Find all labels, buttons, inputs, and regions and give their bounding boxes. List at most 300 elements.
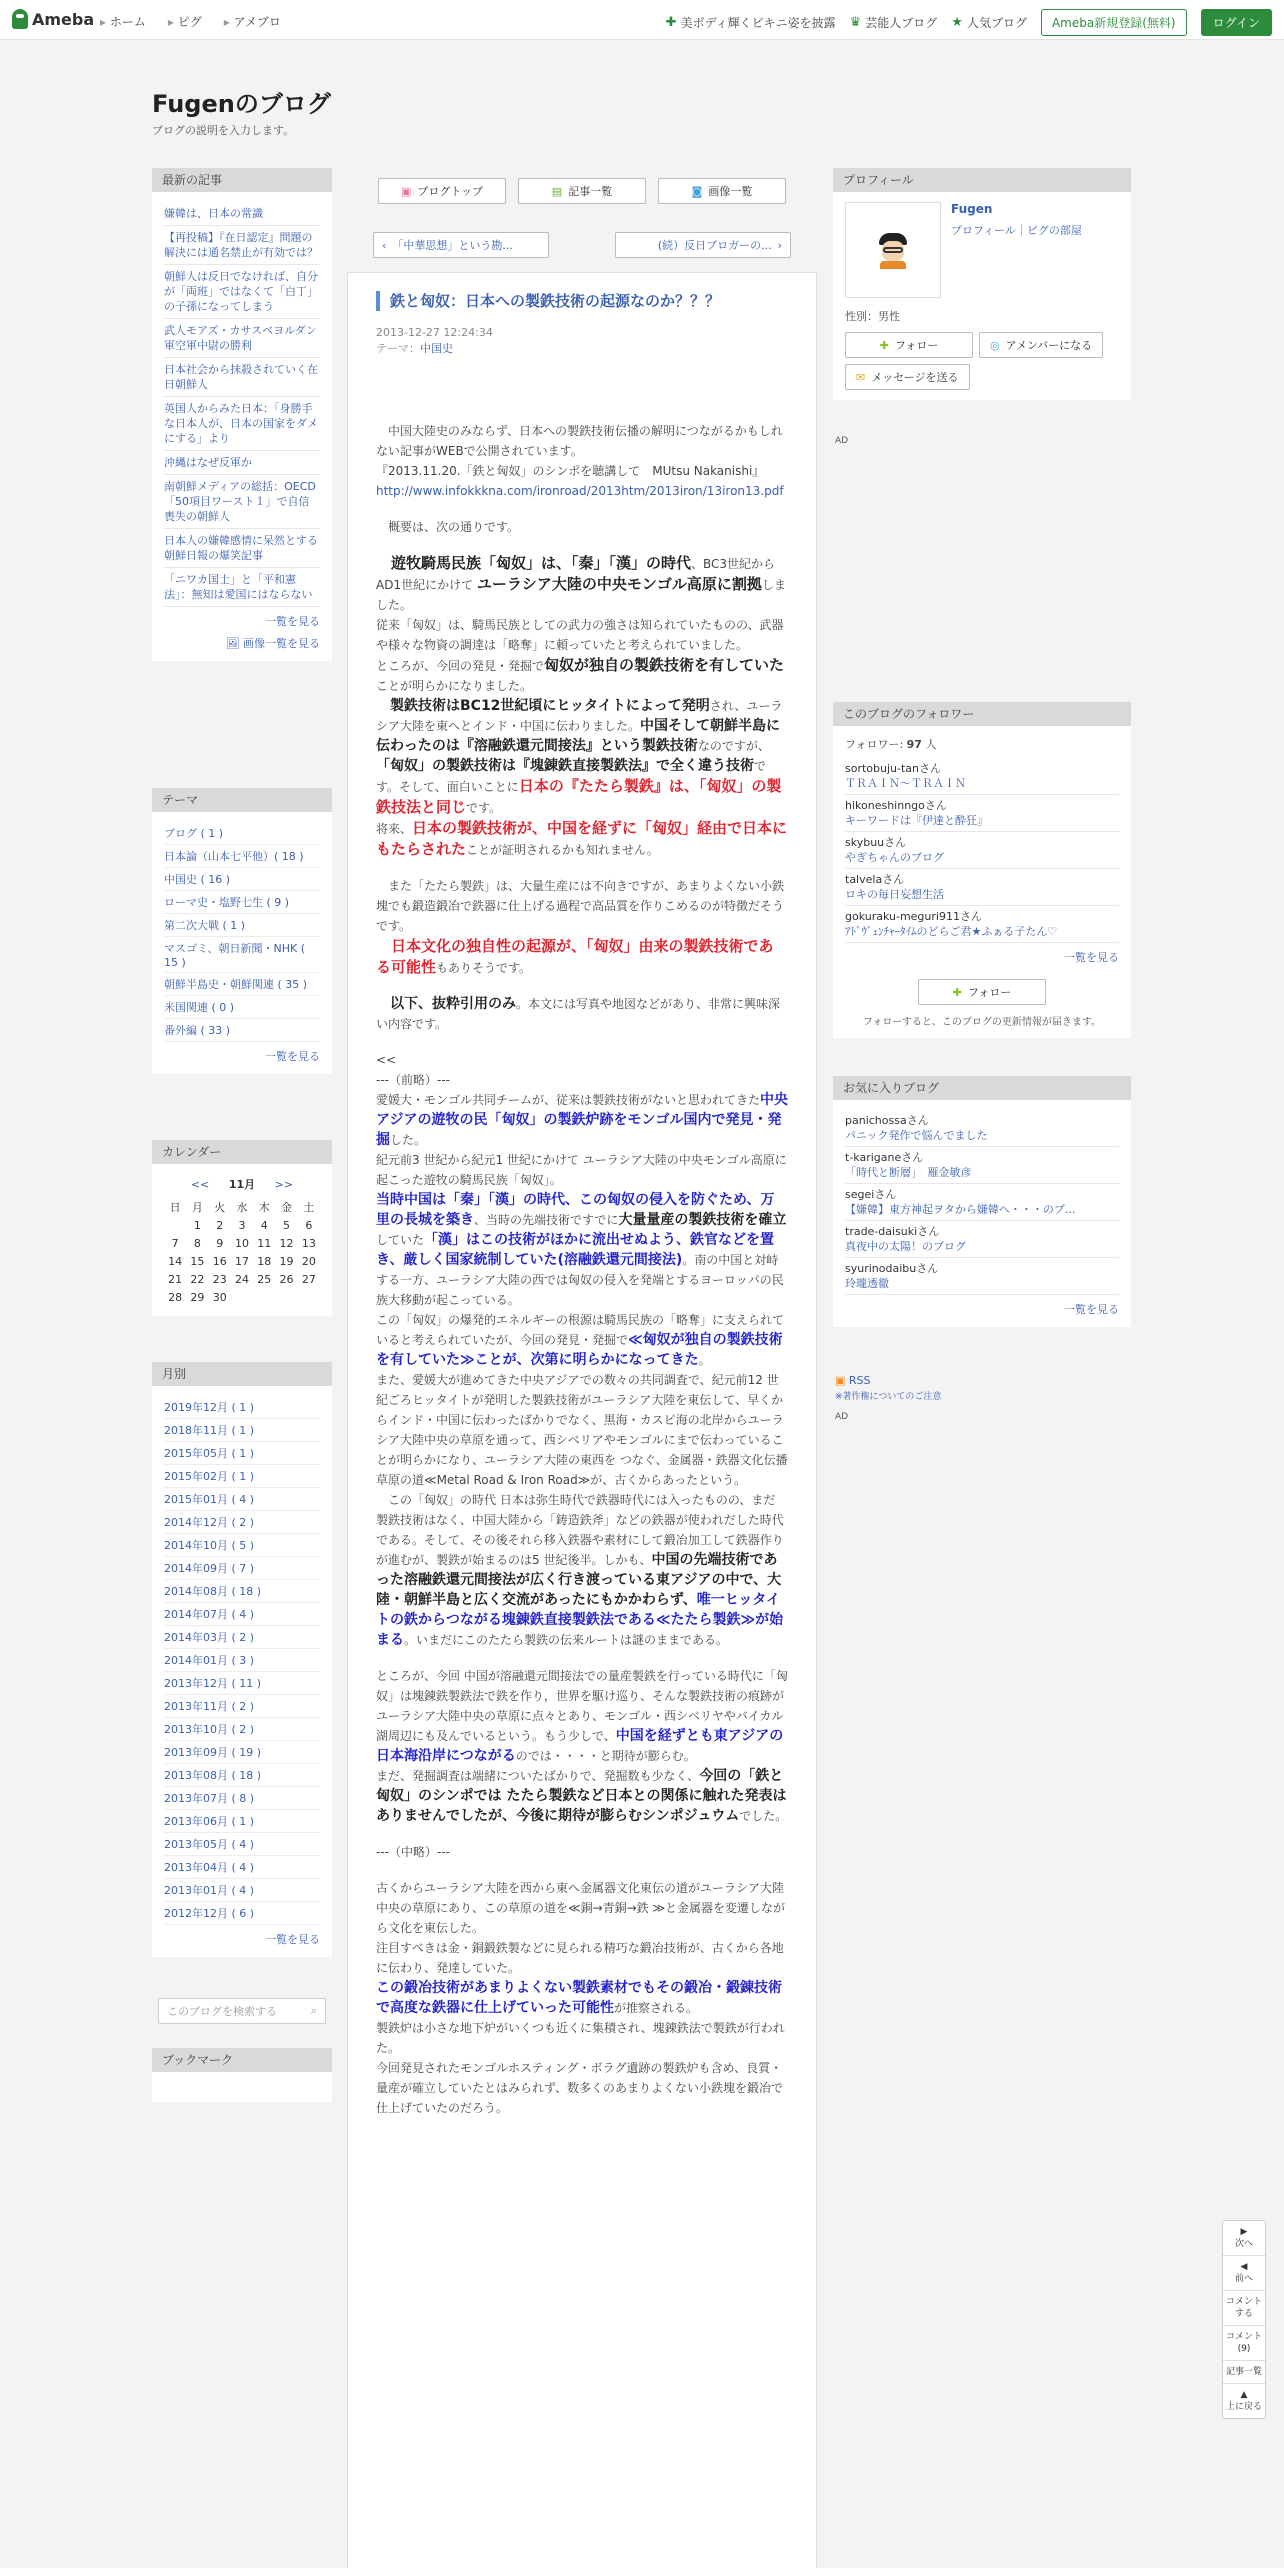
article-emphasis: ユーラシア大陸の中央モンゴル高原に割拠 xyxy=(476,575,762,593)
favorite-item-blog-link[interactable]: 「時代と断層」 雁金敏彦 xyxy=(845,1166,972,1179)
promo-popular[interactable]: ★ 人気ブログ xyxy=(951,15,1027,30)
follower-item-blog-link[interactable]: ｱﾄﾞｳﾞｪﾝﾁｬｰﾀｲﾑのどらご君★ふぁる子たん♡ xyxy=(845,925,1058,938)
article-text: もありそうです。 xyxy=(436,961,532,975)
article-text: 『2013.11.20.「鉄と匈奴」のシンポを聴講して MUtsu Nakanishi』 xyxy=(376,464,765,478)
recent-posts-box xyxy=(152,168,332,661)
calendar-day: 23 xyxy=(212,1272,227,1286)
article-emphasis: 日本の製鉄技術が、中国を経ずに「匈奴」経由で日本にもたらされた xyxy=(376,819,788,858)
article xyxy=(347,272,817,2568)
favorite-item-name[interactable]: trade-daisuki xyxy=(845,1225,918,1238)
follower-item-suffix: さん xyxy=(959,910,982,923)
top-right xyxy=(666,9,1272,36)
ad-label: AD xyxy=(835,1412,849,1422)
recent-post[interactable]: 武人モアズ・カサスベヨルダン軍空軍中尉の勝利 xyxy=(164,319,320,358)
recent-post[interactable]: 嫌韓は、日本の常識 xyxy=(164,202,320,226)
calendar-weekday: 火 xyxy=(214,1201,226,1214)
nav-ameblo[interactable]: ▸ アメブロ xyxy=(224,13,281,30)
profile-links[interactable]: プロフィール｜ピグの部屋 xyxy=(951,224,1082,237)
article-text: この「匈奴」の爆発的エネルギーの根源は騎馬民族の「略奪」に支えられていると考えられていたが、今回の発見・発掘で xyxy=(376,1313,785,1347)
follower-item-blog-link[interactable]: キーワードは『伊達と酔狂』 xyxy=(845,814,988,827)
float-prev-button[interactable]: ◀ 前へ xyxy=(1223,2256,1265,2291)
recent-posts-list xyxy=(164,202,320,607)
article-theme-link[interactable]: 中国史 xyxy=(420,342,453,355)
theme-item[interactable]: 番外編 ( 33 ) xyxy=(164,1019,320,1042)
article-paragraph xyxy=(376,517,788,537)
monthly-item[interactable]: 2013年09月 ( 19 ) xyxy=(164,1741,320,1764)
article-emphasis: 中国そして朝鮮半島に伝わったのは『溶融鉄還元間接法』という製鉄技術 xyxy=(376,718,781,754)
float-comment-button[interactable]: コメントする xyxy=(1223,2291,1265,2326)
article-text: です。 xyxy=(466,801,502,815)
theme-list xyxy=(164,822,320,1042)
calendar-day: 20 xyxy=(301,1254,316,1268)
calendar-day: 22 xyxy=(190,1272,205,1286)
next-entry-button[interactable]: (続）反日ブロガーの... › xyxy=(615,232,791,258)
article-text: まだ、発掘調査は端緒についたばかりで、発掘数も少なく、 xyxy=(376,1769,700,1783)
follower-item-name[interactable]: gokuraku-meguri911 xyxy=(845,910,960,923)
article-text: また「たたら製鉄」は、大量生産には不向きですが、あまりよくない小鉄塊でも鍛造鍛冶で鉄器に仕上げる過程で高品質を作りこめるのが特徴だそうです。 xyxy=(376,879,785,933)
follow-note: フォローすると、このブログの更新情報が届きます。 xyxy=(862,1017,1102,1028)
back-icon: ◀ xyxy=(1240,2262,1248,2272)
calendar-day: 3 xyxy=(238,1218,246,1232)
people-icon: ◎ xyxy=(990,338,1000,352)
article-text: ところが、今回の発見・発掘で xyxy=(376,659,545,673)
blog-search-input[interactable]: このブログを検索する ⌕ xyxy=(158,1998,326,2024)
profile-box xyxy=(833,168,1131,400)
article-emphasis: 日本の『たたら製鉄』は、「匈奴」の製鉄技法と同じ xyxy=(376,777,782,816)
profile-name[interactable]: Fugen xyxy=(951,202,993,216)
calendar-day xyxy=(298,1288,320,1306)
calendar-day: 8 xyxy=(193,1236,201,1250)
favorites-box xyxy=(833,1076,1131,1327)
monthly-item[interactable]: 2013年06月 ( 1 ) xyxy=(164,1810,320,1833)
monthly-item[interactable]: 2014年12月 ( 2 ) xyxy=(164,1511,320,1534)
article-emphasis: 「匈奴」の製鉄技術は『塊錬鉄直接製鉄法』で全く違う技術 xyxy=(376,758,754,774)
paragraph-gap xyxy=(376,1826,788,1842)
theme-item[interactable]: 米国関連 ( 0 ) xyxy=(164,996,320,1019)
calendar-table xyxy=(164,1198,320,1306)
calendar-day: 25 xyxy=(257,1272,272,1286)
calendar-day: 1 xyxy=(193,1218,201,1232)
article-paragraph xyxy=(376,1050,788,1070)
entry-pager xyxy=(373,232,791,258)
calendar-day xyxy=(253,1288,275,1306)
recent-post[interactable]: 南朝鮮メディアの総括：OECD「50項目ワースト１」で自信喪失の朝鮮人 xyxy=(164,475,320,529)
favorite-item-blog-link[interactable]: 【嫌韓】東方神起ヲタから嫌韓へ・・・のブ... xyxy=(845,1203,1076,1216)
nav-pigg[interactable]: ▸ ピグ xyxy=(168,13,202,30)
profile-title: プロフィール xyxy=(833,168,1131,192)
monthly-item[interactable]: 2013年04月 ( 4 ) xyxy=(164,1856,320,1879)
calendar-day: 27 xyxy=(301,1272,316,1286)
calendar-weekday: 土 xyxy=(303,1201,315,1214)
article-text: 従来「匈奴」は、騎馬民族としての武力の強さは知られていたものの、武器や様々な物資の調達は「略奪」に頼っていたと考えられていました。 xyxy=(376,618,784,652)
theme-item[interactable]: ブログ ( 1 ) xyxy=(164,822,320,845)
article-emphasis: 当時中国は「秦」「漢」の時代、この匈奴の侵入を防ぐため、万里の長城を築き xyxy=(376,1192,775,1228)
paragraph-gap xyxy=(376,1650,788,1666)
home-icon: ▣ xyxy=(400,184,412,198)
login-button[interactable]: ログイン xyxy=(1201,9,1272,36)
calendar-day: 4 xyxy=(260,1218,268,1232)
image-list-button[interactable]: ◙ 画像一覧 xyxy=(658,178,786,204)
ameba-logo-icon xyxy=(12,9,28,29)
favorite-item-name[interactable]: t-karigane xyxy=(845,1151,902,1164)
theme-item[interactable]: ローマ史・塩野七生 ( 9 ) xyxy=(164,891,320,914)
theme-more-link[interactable]: 一覧を見る xyxy=(265,1050,320,1063)
follower-item-name[interactable]: sortobuju-tan xyxy=(845,762,920,775)
article-text: 。南の中国と対峙する一方、ユーラシア大陸の西では匈奴の侵入を発端とするヨーロッパの民族大移動が起こっている。 xyxy=(376,1253,784,1307)
article-paragraph xyxy=(376,1190,788,1310)
bookmark-box xyxy=(152,2048,332,2102)
monthly-item[interactable]: 2014年07月 ( 4 ) xyxy=(164,1603,320,1626)
calendar-prev[interactable]: << xyxy=(190,1178,210,1191)
monthly-item[interactable]: 2013年08月 ( 18 ) xyxy=(164,1764,320,1787)
calendar-weekday: 木 xyxy=(258,1201,270,1214)
article-emphasis: この鍛冶技術があまりよくない製鉄素材でもその鍛冶・鍛錬技術で高度な鉄器に仕上げていった可能性 xyxy=(376,1980,782,2016)
ameba-logo[interactable]: Ameba xyxy=(12,9,94,29)
article-paragraph xyxy=(376,1842,788,1862)
article-text: していた xyxy=(376,1233,425,1247)
follower-item-suffix: さん xyxy=(919,762,942,775)
article-text: 、BC3世紀からAD1世紀にかけて xyxy=(376,557,776,592)
monthly-box xyxy=(152,1362,332,1957)
follower-item xyxy=(845,906,1119,943)
calendar-day: 2 xyxy=(216,1218,224,1232)
calendar-day: 11 xyxy=(257,1236,272,1250)
calendar-day: 19 xyxy=(279,1254,294,1268)
favorite-item-suffix: さん xyxy=(901,1151,924,1164)
article-text: << xyxy=(376,1053,397,1067)
calendar-box xyxy=(152,1140,332,1316)
rss-link[interactable]: ▣ RSS xyxy=(835,1374,871,1387)
followers-list xyxy=(845,758,1119,943)
article-paragraph xyxy=(376,2018,788,2058)
monthly-more-link[interactable]: 一覧を見る xyxy=(265,1933,320,1946)
recent-post[interactable]: 【再投稿】『在日認定』問題の解決には通名禁止が有効では？ xyxy=(164,226,320,265)
paragraph-gap xyxy=(376,1034,788,1050)
article-paragraph xyxy=(376,1666,788,1766)
followers-count: フォロワー: 97 人 xyxy=(845,738,937,751)
prev-entry-button[interactable]: ‹ 「中華思想」という勘... xyxy=(373,232,549,258)
article-emphasis: 「漢」はこの技術がほかに流出せぬよう、鉄官などを置き、厳しく国家統制していた(溶融鉄還元間接法) xyxy=(376,1232,775,1268)
star-icon: ★ xyxy=(951,15,963,30)
top-bar xyxy=(0,0,1284,40)
favorites-list xyxy=(845,1110,1119,1295)
favorite-item xyxy=(845,1110,1119,1147)
entry-list-button[interactable]: ▤ 記事一覧 xyxy=(518,178,646,204)
article-paragraph xyxy=(376,994,788,1034)
calendar-day: 14 xyxy=(168,1254,183,1268)
article-text: され、ユーラシア大陸を東へとインド・中国に伝わりました。 xyxy=(376,699,783,733)
article-text: 中国大陸史のみならず、日本への製鉄技術伝播の解明につながるかもしれない記事がWEBで公開されています。 xyxy=(376,424,783,458)
promo-bikini[interactable]: ✚ 美ボディ輝くビキニ姿を披露 xyxy=(665,15,836,30)
followers-more-link[interactable]: 一覧を見る xyxy=(1064,951,1119,964)
article-emphasis: 中国の先端技術であった溶融鉄還元間接法が広く行き渡っている東アジアの中で、大陸・朝鮮半島と広く交流があったにもかかわらず、 xyxy=(376,1552,782,1608)
article-emphasis: 唯一ヒッタイトの鉄からつながる塊錬鉄直接製鉄法である≪たたら製鉄≫が始まる xyxy=(376,1592,784,1648)
article-text: 愛媛大・モンゴル共同チームが、従来は製鉄技術がないと思われてきた xyxy=(376,1093,761,1107)
monthly-item[interactable]: 2014年10月 ( 5 ) xyxy=(164,1534,320,1557)
favorite-item xyxy=(845,1184,1119,1221)
monthly-item[interactable]: 2012年12月 ( 6 ) xyxy=(164,1902,320,1925)
monthly-item[interactable]: 2013年05月 ( 4 ) xyxy=(164,1833,320,1856)
monthly-item[interactable]: 2014年09月 ( 7 ) xyxy=(164,1557,320,1580)
chevron-left-icon: ‹ xyxy=(382,238,387,252)
article-text: 。 xyxy=(698,1353,711,1367)
blog-title[interactable]: Fugenのブログ xyxy=(152,90,331,118)
article-text: でした。 xyxy=(739,1809,788,1823)
article-emphasis: 中央アジアの遊牧の民「匈奴」の製鉄炉跡をモンゴル国内で発見・発掘 xyxy=(376,1092,789,1148)
calendar-title: カレンダー xyxy=(152,1140,332,1164)
plus-icon: ✚ xyxy=(952,985,962,999)
article-emphasis: 中国を経ずとも東アジアの日本海沿岸につながる xyxy=(376,1728,784,1764)
article-text: 将来、 xyxy=(376,822,413,836)
top-nav xyxy=(100,13,281,30)
calendar-day xyxy=(164,1216,186,1234)
article-emphasis: ≪匈奴が独自の製鉄技術を有していた≫ことが、次第に明らかになってきた xyxy=(376,1332,783,1368)
article-paragraph xyxy=(376,2058,788,2118)
list-icon: ▤ xyxy=(551,184,563,198)
article-emphasis: 遊牧騎馬民族「匈奴」は、「秦」「漢」の時代 xyxy=(376,554,692,572)
article-emphasis: 製鉄技術はBC12世紀頃にヒッタイトによって発明 xyxy=(376,698,710,714)
article-paragraph xyxy=(376,481,788,501)
article-text: ---（前略）--- xyxy=(376,1073,450,1087)
calendar-day: 26 xyxy=(279,1272,294,1286)
favorite-item-blog-link[interactable]: 真夜中の太陽！のブログ xyxy=(845,1240,966,1253)
monthly-item[interactable]: 2015年05月 ( 1 ) xyxy=(164,1442,320,1465)
float-top-button[interactable]: ▲ 上に戻る xyxy=(1225,2390,1262,2412)
mail-icon: ✉ xyxy=(856,370,866,384)
article-paragraph xyxy=(376,1370,788,1490)
article-text: この「匈奴」の時代 日本は弥生時代で鉄器時代には入ったものの、まだ 製鉄技術はなく、中国大陸から「鋳造鉄斧」などの鉄器が使われだした時代である。そして、その後それら移入鉄器や素材にして鍛冶加工して鉄器作りが進むが、製鉄が始まるのは5 世紀後半。しかも、 xyxy=(376,1493,784,1567)
favorite-item-name[interactable]: segei xyxy=(845,1188,875,1201)
chevron-right-icon: › xyxy=(777,238,782,252)
monthly-item[interactable]: 2014年03月 ( 2 ) xyxy=(164,1626,320,1649)
search-box xyxy=(152,1998,332,2028)
theme-item[interactable]: マスゴミ、朝日新聞・NHK ( 15 ) xyxy=(164,937,320,973)
nav-home[interactable]: ▸ ホーム xyxy=(100,13,146,30)
float-comments-count[interactable]: コメント(9) xyxy=(1223,2326,1265,2361)
favorite-item-suffix: さん xyxy=(916,1262,939,1275)
recent-post[interactable]: 朝鮮人は反日でなければ、自分が「両班」ではなくて「白丁」の子孫になってしまう xyxy=(164,265,320,319)
followers-title: このブログのフォロワー xyxy=(833,702,1131,726)
follower-item-blog-link[interactable]: やぎちゃんのブログ xyxy=(845,851,944,864)
ad-label: AD xyxy=(835,436,849,446)
paragraph-gap xyxy=(376,860,788,876)
paragraph-gap xyxy=(376,1862,788,1878)
blog-nav-buttons xyxy=(378,178,786,204)
article-emphasis: 今回の「鉄と匈奴」のシンポでは たたら製鉄など日本との関係に触れた発表はありませんでしたが、今後に期待が膨らむシンポジュウム xyxy=(376,1768,787,1824)
register-button[interactable]: Ameba新規登録(無料) xyxy=(1041,9,1187,36)
article-date: 2013-12-27 12:24:34 xyxy=(376,326,493,339)
float-entry-list[interactable]: 記事一覧 xyxy=(1223,2361,1265,2384)
monthly-item[interactable]: 2014年08月 ( 18 ) xyxy=(164,1580,320,1603)
monthly-item[interactable]: 2013年01月 ( 4 ) xyxy=(164,1879,320,1902)
follower-item xyxy=(845,832,1119,869)
follow-button[interactable]: ✚ フォロー xyxy=(845,332,973,358)
article-paragraph xyxy=(376,421,788,461)
calendar-next[interactable]: >> xyxy=(274,1178,294,1191)
article-text: また、愛媛大が進めてきた中央アジアでの数々の共同調査で、紀元前12 世紀ごろヒッタイトが発明した製鉄技術がユーラシア大陸を東伝して、早くからインド・中国に伝わったばかりでなく、黒海・カスピ海の北岸からユーラシア大陸中央の草原を通って、西シベリアやモンゴルにまで伝わっていることが明らかになり、ユーラシア大陸の東西を つなぐ、金属器・鉄器文化伝播草原の道≪Metal Road & Iron Road≫が、古くからあったという。 xyxy=(376,1373,788,1487)
article-paragraph xyxy=(376,553,788,615)
calendar-day: 6 xyxy=(305,1218,313,1232)
avatar[interactable] xyxy=(845,202,941,298)
theme-title: テーマ xyxy=(152,788,332,812)
copyright-note[interactable]: ※著作権についてのご注意 xyxy=(835,1392,942,1402)
calendar-day: 28 xyxy=(168,1290,183,1304)
follower-item-suffix: さん xyxy=(882,873,905,886)
article-paragraph xyxy=(376,1150,788,1190)
article-emphasis: 匈奴が独自の製鉄技術を有していた xyxy=(544,656,785,674)
favorite-item-blog-link[interactable]: 玲瓏透徹 xyxy=(845,1277,889,1290)
theme-item[interactable]: 第二次大戦 ( 1 ) xyxy=(164,914,320,937)
rss-area xyxy=(835,1374,1135,1422)
monthly-item[interactable]: 2014年01月 ( 3 ) xyxy=(164,1649,320,1672)
article-text: 。本文には写真や地図などがあり、非常に興味深い内容です。 xyxy=(376,997,781,1031)
favorite-item-name[interactable]: panichossa xyxy=(845,1114,907,1127)
article-text: 古くからユーラシア大陸を西から東へ金属器文化東伝の道がユーラシア大陸中央の草原にあり、この草原の道を≪銅→青銅→鉄 ≫と金属器を変遷しながら文化を東伝した。 xyxy=(376,1881,786,1935)
recent-post[interactable]: 日本人の嫌韓感情に呆然とする朝鮮日報の爆笑記事 xyxy=(164,529,320,568)
recent-post[interactable]: 日本社会から抹殺されていく在日朝鮮人 xyxy=(164,358,320,397)
amember-button[interactable]: ◎ アメンバーになる xyxy=(979,332,1103,358)
article-text: ところが、今回 中国が溶融還元間接法での量産製鉄を行っている時代に「匈奴」は塊錬鉄製鉄法で鉄を作り，世界を駆け巡り、そんな製鉄技術の痕跡がユーラシア大陸中央の草原に点々とあり、モンゴル・西シベリヤやバイカル湖周辺にも及んでいるという。もう少しで、 xyxy=(376,1669,788,1743)
article-paragraph xyxy=(376,1070,788,1090)
crown-icon: ♛ xyxy=(849,15,862,30)
monthly-item[interactable]: 2018年11月 ( 1 ) xyxy=(164,1419,320,1442)
follower-item xyxy=(845,869,1119,906)
article-text: ことが明らかになりました。 xyxy=(376,679,533,693)
floating-nav xyxy=(1222,2220,1266,2419)
article-paragraph xyxy=(376,655,788,696)
calendar-day: 29 xyxy=(190,1290,205,1304)
follower-item-name[interactable]: hikoneshinngo xyxy=(845,799,925,812)
article-text: 、当時の先端技術ですでに xyxy=(474,1213,619,1227)
calendar-day: 24 xyxy=(234,1272,249,1286)
article-text: しました。 xyxy=(376,578,786,612)
article-paragraph xyxy=(376,615,788,655)
rss-icon: ▣ xyxy=(835,1374,846,1387)
article-text: 概要は、次の通りです。 xyxy=(376,520,520,534)
article-text: 。いまだにこのたたら製鉄の伝来ルートは謎のままである。 xyxy=(404,1633,729,1647)
article-text: です。そして、面白いことに xyxy=(376,759,767,794)
recent-posts-title: 最新の記事 xyxy=(152,168,332,192)
search-icon[interactable]: ⌕ xyxy=(310,2004,317,2017)
article-link[interactable]: http://www.infokkkna.com/ironroad/2013htm/2013iron/13iron13.pdf xyxy=(376,484,784,498)
follower-item-blog-link[interactable]: ＴＲＡＩＮ～ＴＲＡＩＮ xyxy=(845,777,966,790)
calendar-day: 10 xyxy=(234,1236,249,1250)
follower-item-suffix: さん xyxy=(924,799,947,812)
favorite-item-suffix: さん xyxy=(874,1188,897,1201)
article-paragraph xyxy=(376,696,788,818)
article-emphasis: 以下、抜粋引用のみ xyxy=(376,996,516,1012)
calendar-day: 18 xyxy=(257,1254,272,1268)
recent-post[interactable]: 沖縄はなぜ反軍か xyxy=(164,451,320,475)
follower-item-name[interactable]: talvela xyxy=(845,873,883,886)
float-next-button[interactable]: ▶ 次へ xyxy=(1223,2221,1265,2256)
calendar-day: 15 xyxy=(190,1254,205,1268)
paragraph-gap xyxy=(376,537,788,553)
paragraph-gap xyxy=(376,978,788,994)
favorites-more-link[interactable]: 一覧を見る xyxy=(1064,1303,1119,1316)
calendar-weekday: 月 xyxy=(191,1201,203,1214)
favorites-title: お気に入りブログ xyxy=(833,1076,1131,1100)
article-text: 紀元前3 世紀から紀元1 世紀にかけて ユーラシア大陸の中央モンゴル高原に起こった遊牧の騎馬民族「匈奴」。 xyxy=(376,1153,787,1187)
avatar-icon xyxy=(877,233,909,267)
recent-post[interactable]: 英国人からみた日本：「身勝手な日本人が、日本の国家をダメにする」より xyxy=(164,397,320,451)
follower-item xyxy=(845,795,1119,832)
monthly-item[interactable]: 2013年07月 ( 8 ) xyxy=(164,1787,320,1810)
article-paragraph xyxy=(376,876,788,936)
monthly-item[interactable]: 2013年12月 ( 11 ) xyxy=(164,1672,320,1695)
article-text: 今回発見されたモンゴルホスティング・ボラグ遺跡の製鉄炉も含め、良質・量産が確立していたとはみられず、数多くのあまりよくない小鉄塊を鍛冶で仕上げていたのだろう。 xyxy=(376,2061,784,2115)
monthly-item[interactable]: 2015年01月 ( 4 ) xyxy=(164,1488,320,1511)
article-paragraph xyxy=(376,818,788,860)
article-text: なのですが、 xyxy=(697,739,770,753)
calendar-nav xyxy=(164,1176,320,1192)
image-icon: 🖼 xyxy=(225,637,240,650)
article-paragraph xyxy=(376,1938,788,1978)
article-text: ことが証明されるかも知れません。 xyxy=(466,843,659,857)
theme-item[interactable]: 朝鮮半島史・朝鮮関連 ( 35 ) xyxy=(164,973,320,996)
monthly-item[interactable]: 2013年11月 ( 2 ) xyxy=(164,1695,320,1718)
message-button[interactable]: ✉ メッセージを送る xyxy=(845,364,970,390)
profile-gender: 性別：男性 xyxy=(845,310,900,323)
monthly-item[interactable]: 2013年10月 ( 2 ) xyxy=(164,1718,320,1741)
calendar-day xyxy=(275,1288,297,1306)
article-paragraph xyxy=(376,1090,788,1150)
recent-images-link[interactable]: 🖼 画像一覧を見る xyxy=(225,637,320,650)
follower-item-blog-link[interactable]: ロキの毎日妄想生活 xyxy=(845,888,944,901)
calendar-day: 9 xyxy=(216,1236,224,1250)
favorite-item-suffix: さん xyxy=(917,1225,940,1238)
follow-blog-button[interactable]: ✚ フォロー xyxy=(918,979,1046,1005)
theme-item[interactable]: 日本論（山本七平他）( 18 ) xyxy=(164,845,320,868)
monthly-title: 月別 xyxy=(152,1362,332,1386)
calendar-day xyxy=(231,1288,253,1306)
article-paragraph xyxy=(376,461,788,481)
monthly-item[interactable]: 2019年12月 ( 1 ) xyxy=(164,1396,320,1419)
play-icon: ▶ xyxy=(1240,2227,1248,2237)
article-title[interactable]: 鉄と匈奴：日本への製鉄技術の起源なのか？？？ xyxy=(376,291,788,311)
plus-icon: ✚ xyxy=(879,338,889,352)
article-emphasis: 日本文化の独自性の起源が、「匈奴」由来の製鉄技術である可能性 xyxy=(376,937,774,976)
calendar-weekday: 金 xyxy=(281,1201,293,1214)
article-text: 製鉄炉は小さな地下炉がいくつも近くに集積され、塊錬鉄法で製鉄が行われた。 xyxy=(376,2021,785,2055)
theme-item[interactable]: 中国史 ( 16 ) xyxy=(164,868,320,891)
blog-top-button[interactable]: ▣ ブログトップ xyxy=(378,178,506,204)
article-text: が推察される。 xyxy=(614,2001,699,2015)
calendar-day: 16 xyxy=(212,1254,227,1268)
recent-post[interactable]: 「ニワカ国士」と「平和憲法」：無知は愛国にはならない xyxy=(164,568,320,607)
article-paragraph xyxy=(376,1490,788,1650)
theme-box xyxy=(152,788,332,1074)
calendar-day: 12 xyxy=(279,1236,294,1250)
promo-celebrity[interactable]: ♛ 芸能人ブログ xyxy=(849,15,938,30)
follower-item xyxy=(845,758,1119,795)
sparkle-icon: ✚ xyxy=(665,15,677,30)
monthly-item[interactable]: 2015年02月 ( 1 ) xyxy=(164,1465,320,1488)
article-paragraph xyxy=(376,936,788,978)
monthly-list xyxy=(164,1396,320,1925)
calendar-day: 30 xyxy=(212,1290,227,1304)
article-text: ---（中略）--- xyxy=(376,1845,450,1859)
favorite-item-blog-link[interactable]: パニック発作で悩んでました xyxy=(845,1129,988,1142)
follower-item-name[interactable]: skybuu xyxy=(845,836,885,849)
calendar-weekday: 水 xyxy=(236,1201,248,1214)
calendar-day: 17 xyxy=(234,1254,249,1268)
article-paragraph xyxy=(376,1978,788,2018)
recent-more-link[interactable]: 一覧を見る xyxy=(265,615,320,628)
favorite-item-name[interactable]: syurinodaibu xyxy=(845,1262,917,1275)
article-emphasis: 大量量産の製鉄技術を確立 xyxy=(618,1212,787,1228)
article-paragraph xyxy=(376,1310,788,1370)
